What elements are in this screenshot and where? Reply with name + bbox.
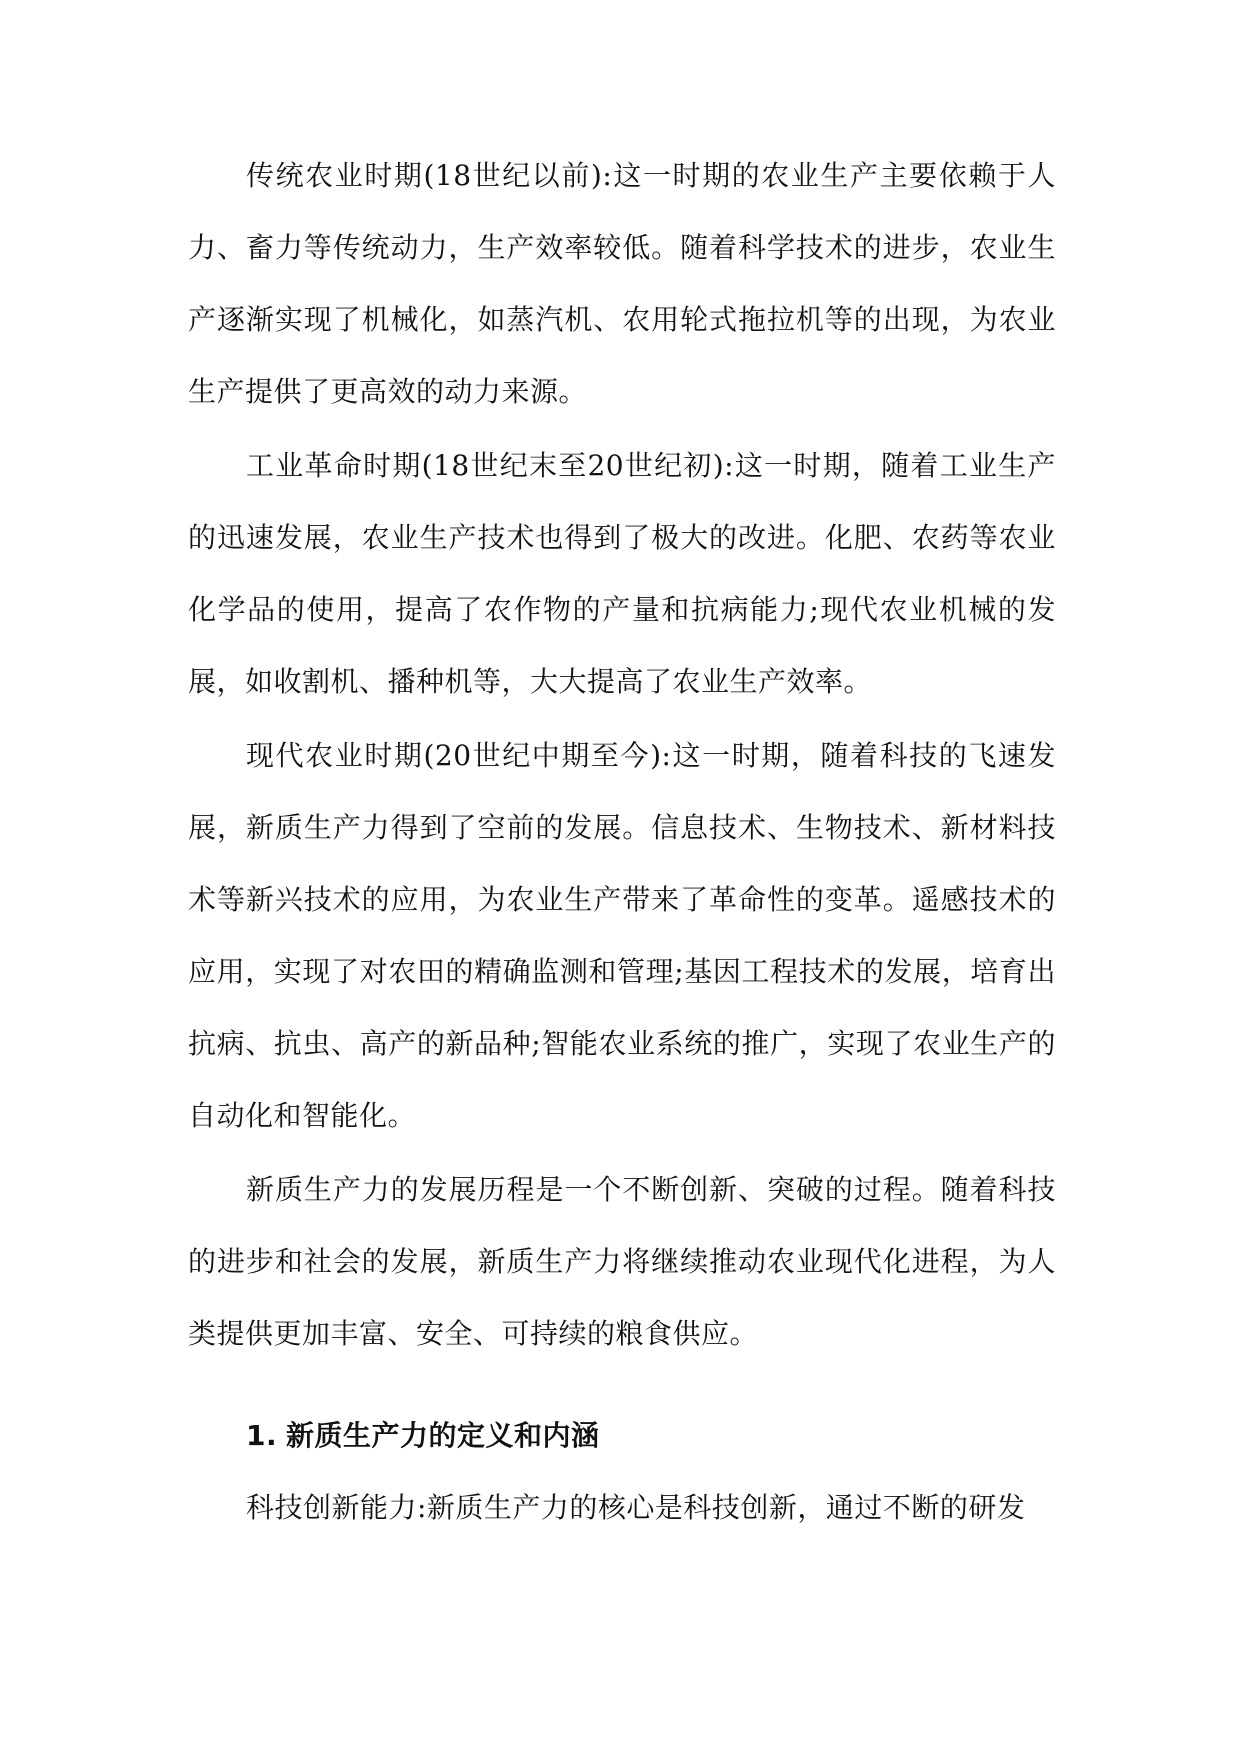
section-heading [188, 1400, 1056, 1472]
section-number: 1. [246, 1419, 278, 1452]
paragraph-summary: 新质生产力的发展历程是一个不断创新、突破的过程。随着科技的进步和社会的发展，新质生产力将继续推动农业现代化进程，为人类提供更加丰富、安全、可持续的粮食供应。 [188, 1173, 1056, 1350]
paragraph-tech-innovation: 科技创新能力:新质生产力的核心是科技创新，通过不断的研发 [246, 1491, 1026, 1524]
section-title: 新质生产力的定义和内涵 [286, 1419, 600, 1452]
paragraph-industrial-revolution: 工业革命时期(18世纪末至20世纪初):这一时期，随着工业生产的迅速发展，农业生产技术也得到了极大的改进。化肥、农药等农业化学品的使用，提高了农作物的产量和抗病能力;现代农业机械的发展，如收割机、播种机等，大大提高了农业生产效率。 [188, 449, 1056, 698]
paragraph-traditional-agriculture: 传统农业时期(18世纪以前):这一时期的农业生产主要依赖于人力、畜力等传统动力，生产效率较低。随着科学技术的进步，农业生产逐渐实现了机械化，如蒸汽机、农用轮式拖拉机等的出现，为农业生产提供了更高效的动力来源。 [188, 159, 1056, 408]
paragraph-modern-agriculture: 现代农业时期(20世纪中期至今):这一时期，随着科技的飞速发展，新质生产力得到了空前的发展。信息技术、生物技术、新材料技术等新兴技术的应用，为农业生产带来了革命性的变革。遥感技术的应用，实现了对农田的精确监测和管理;基因工程技术的发展，培育出抗病、抗虫、高产的新品种;智能农业系统的推广，实现了农业生产的自动化和智能化。 [188, 739, 1056, 1132]
document-page [188, 140, 1056, 1544]
